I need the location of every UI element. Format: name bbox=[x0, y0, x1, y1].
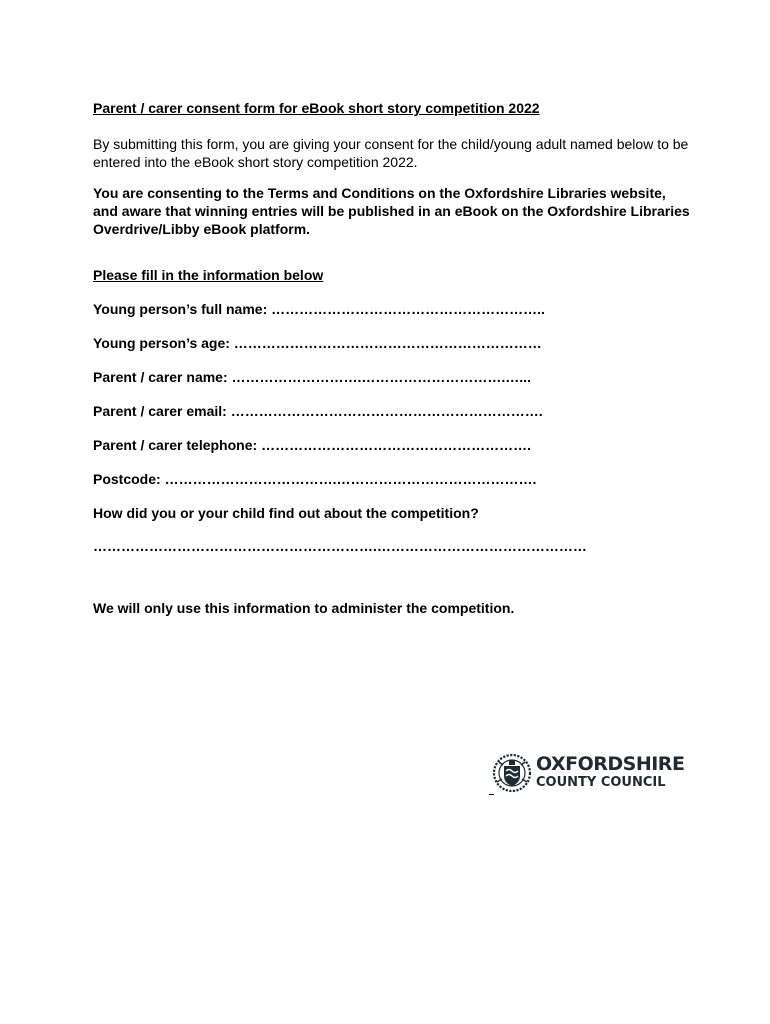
field-postcode bbox=[93, 470, 693, 488]
field-blank[interactable]: …………………………………………………. bbox=[261, 437, 531, 453]
field-blank[interactable]: ……………………………….……………………………………. bbox=[164, 471, 537, 487]
data-use-notice: We will only use this information to administer the competition. bbox=[93, 600, 515, 616]
field-blank[interactable]: …………………………………………………………. bbox=[230, 403, 543, 419]
field-blank[interactable]: ………………………………………………………… bbox=[233, 335, 542, 351]
competition-question: How did you or your child find out about the competition? bbox=[93, 505, 479, 521]
field-label: Parent / carer telephone: bbox=[93, 437, 258, 453]
logo-line-oxfordshire: OXFORDSHIRE bbox=[536, 753, 685, 775]
field-blank[interactable]: ………………………………………………….. bbox=[271, 301, 545, 317]
form-title: Parent / carer consent form for eBook short story competition 2022 bbox=[93, 100, 540, 116]
field-full-name bbox=[93, 300, 693, 318]
oxfordshire-logo bbox=[492, 752, 692, 796]
intro-paragraph: By submitting this form, you are giving your consent for the child/young adult named below to be entered into the eBook short story competition 2022. bbox=[93, 136, 689, 170]
consent-paragraph: You are consenting to the Terms and Conditions on the Oxfordshire Libraries website, and aware that winning entries will be published in an eBook on the Oxfordshire Libraries Overdrive/Libby eBook platform. bbox=[93, 185, 690, 237]
field-carer-telephone bbox=[93, 436, 693, 454]
field-label: Postcode: bbox=[93, 471, 161, 487]
fill-in-heading: Please fill in the information below bbox=[93, 267, 324, 283]
stray-mark bbox=[489, 794, 494, 795]
field-blank[interactable]: ……………………….………………………….…... bbox=[231, 369, 531, 385]
logo-wordmark bbox=[536, 755, 684, 790]
field-label: Parent / carer email: bbox=[93, 403, 227, 419]
field-carer-email bbox=[93, 402, 693, 420]
field-age bbox=[93, 334, 693, 352]
consent-form bbox=[93, 99, 693, 617]
field-label: Young person’s full name: bbox=[93, 301, 268, 317]
field-label: Parent / carer name: bbox=[93, 369, 228, 385]
logo-line-county-council: COUNTY COUNCIL bbox=[536, 775, 666, 790]
field-carer-name bbox=[93, 368, 693, 386]
county-crest-icon bbox=[492, 752, 532, 794]
field-label: Young person’s age: bbox=[93, 335, 230, 351]
answer-blank[interactable]: …………………………………………………….……………………………………… bbox=[93, 538, 587, 554]
